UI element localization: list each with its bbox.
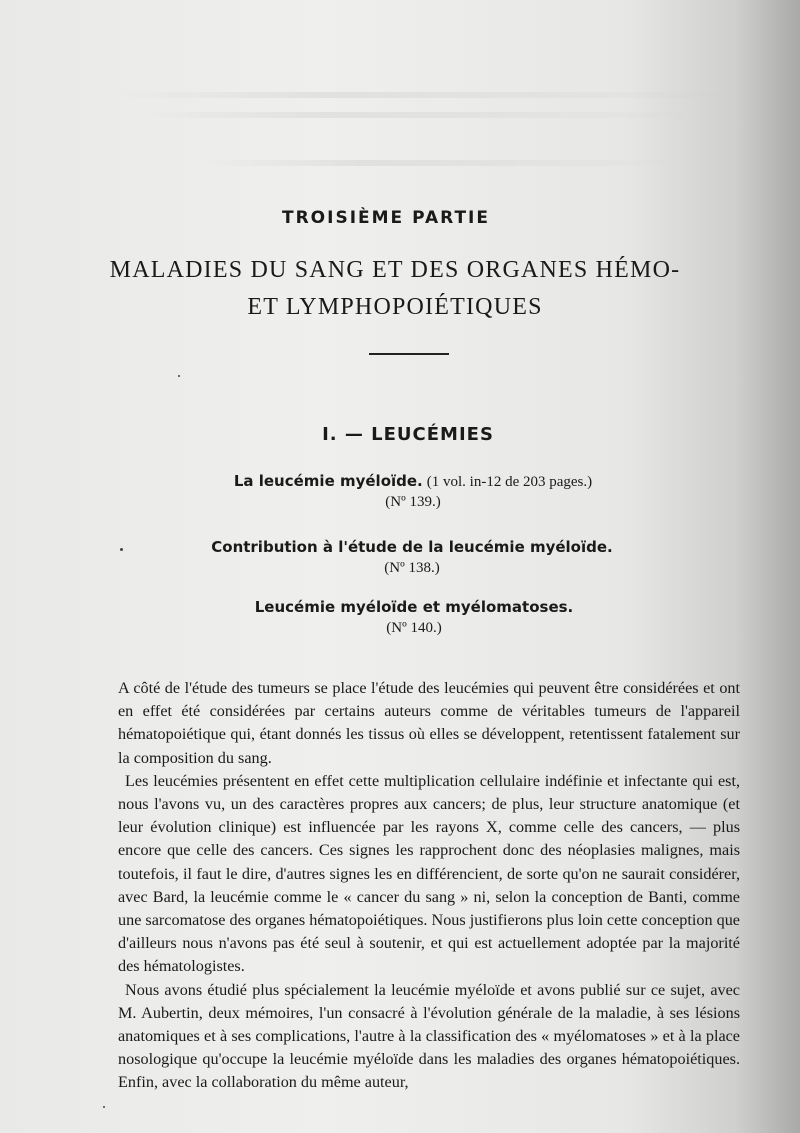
main-title-line-2: ET LYMPHOPOIÉTIQUES — [247, 294, 543, 320]
bleed-through-line — [140, 112, 700, 118]
section-title: I. — LEUCÉMIES — [322, 424, 494, 445]
ink-speck — [103, 1106, 105, 1108]
main-title — [0, 252, 795, 326]
entry-title: Contribution à l'étude de la leucémie myéloïde. — [211, 538, 613, 556]
ink-speck — [178, 375, 180, 377]
title-divider — [369, 353, 449, 355]
entry-description: (1 vol. in-12 de 203 pages.) — [426, 474, 593, 490]
paragraph: Les leucémies présentent en effet cette multiplication cellulaire indéfinie et infectante qui est, nous l'avons vu, un des caractères propres aux cancers; de plus, leur structure anatomique (et leur évolution clinique) est influencée par les rayons X, comme celle des cancers, — plus encore que celle des cancers. Ces signes les rapprochent donc des néoplasies malignes, mais toutefois, il faut le dire, d'autres signes les en différencient, de sorte qu'on ne saurait considérer, avec Bard, la leucémie comme le « cancer du sang » ni, selon la conception de Banti, comme une sarcomatose des organes hématopoiétiques. Nous justifierons plus loin cette conception que d'ailleurs nous n'avons pas été seul à soutenir, et qui est actuellement adoptée par la majorité des hématologistes. — [118, 771, 740, 976]
part-label: TROISIÈME PARTIE — [281, 208, 490, 228]
main-title-line-1: MALADIES DU SANG ET DES ORGANES HÉMO- — [109, 257, 681, 283]
entry-title: Leucémie myéloïde et myélomatoses. — [254, 598, 574, 616]
publication-entry — [14, 598, 800, 637]
publication-entry — [12, 538, 800, 577]
paragraph: A côté de l'étude des tumeurs se place l'étude des leucémies qui peuvent être considérées et ont en effet été considérées par certains auteurs comme de véritables tumeurs de l'appareil hématopoiétique qui, étant donnés les tissus où elles se développent, retentissent fatalement sur la composition du sang. — [118, 679, 740, 767]
paragraph: Nous avons étudié plus spécialement la leucémie myéloïde et avons publié sur ce sujet, avec M. Aubertin, deux mémoires, l'un consacré à l'évolution générale de la maladie, à ses lésions anatomiques et à ses complications, l'autre à la classification des « myélomatoses » et à la place nosologique qu'occupe la leucémie myéloïde dans les maladies des organes hématopoiétiques. Enfin, avec la collaboration du même auteur, — [118, 980, 740, 1092]
entry-number: (Nº 138.) — [384, 560, 440, 576]
entry-title: La leucémie myéloïde. — [233, 472, 423, 490]
ink-speck — [120, 548, 123, 551]
bleed-through-line — [200, 160, 680, 166]
publication-entry — [13, 472, 800, 511]
entry-number: (Nº 139.) — [385, 494, 441, 510]
body-text — [118, 677, 740, 1095]
entry-number: (Nº 140.) — [386, 620, 442, 636]
bleed-through-line — [118, 92, 738, 98]
